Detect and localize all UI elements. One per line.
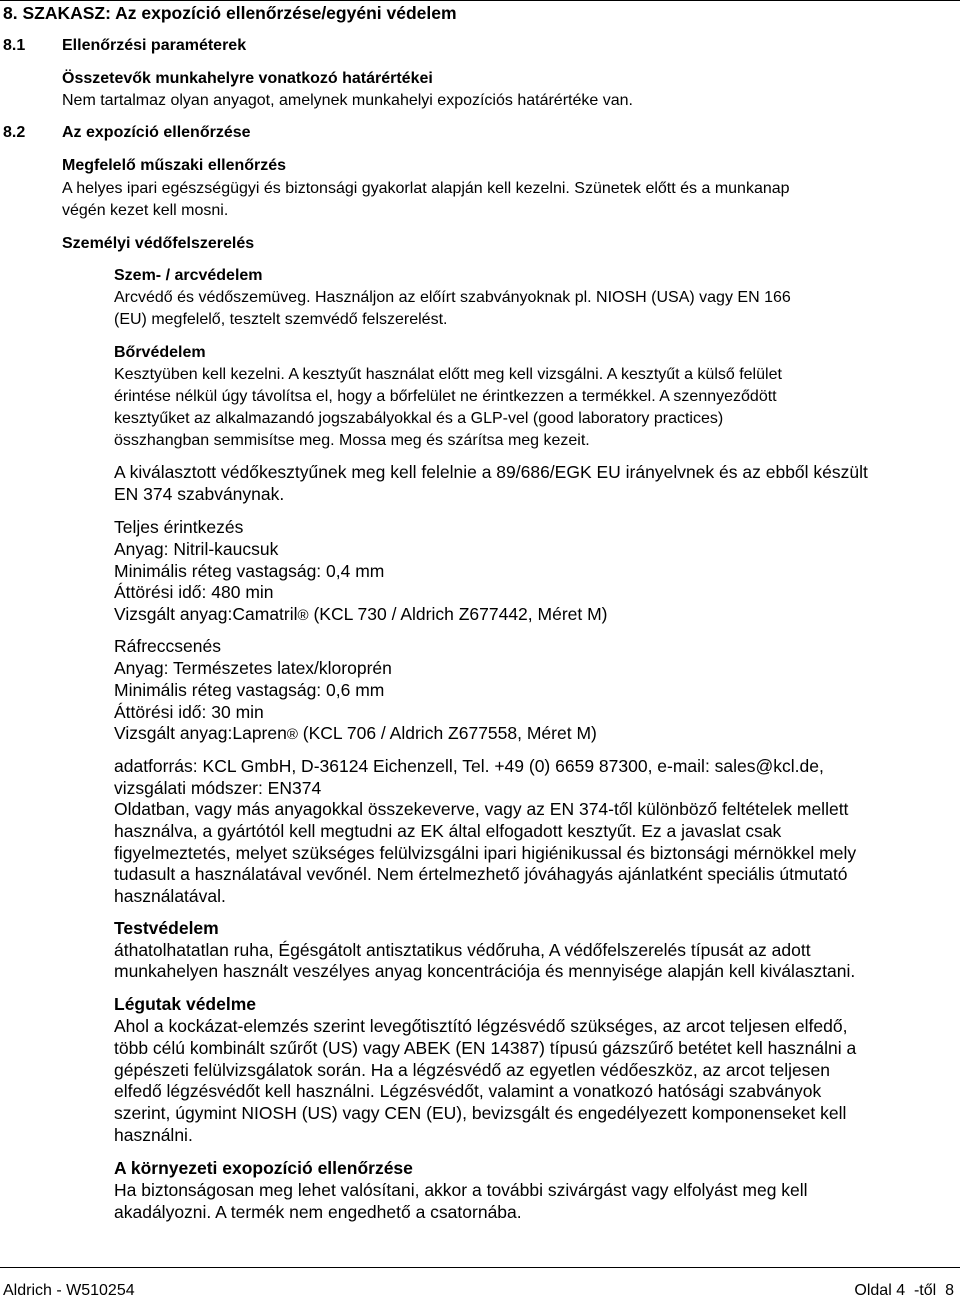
skin-protection-line: kesztyűket az alkalmazandó jogszabályokkal és a GLP-vel (good laboratory practices): [114, 410, 724, 427]
oel-subheading: Összetevők munkahelyre vonatkozó határértékei: [62, 70, 433, 87]
environmental-exposure-line: Ha biztonságosan meg lehet valósítani, akkor a további szivárgást vagy elfolyást meg kell: [114, 1180, 808, 1200]
section-title: 8. SZAKASZ: Az expozíció ellenőrzése/egyéni védelem: [3, 3, 457, 23]
respiratory-protection-line: több célú kombinált szűrőt (US) vagy ABEK (EN 14387) típusú gázszűrő betétet kell használni a: [114, 1038, 857, 1058]
full-contact-material: Anyag: Nitril-kaucsuk: [114, 539, 279, 559]
skin-protection-line: érintése nélkül úgy távolítsa el, hogy a bőrfelület ne érintkezzen a termékkel. A szennyeződött: [114, 388, 777, 405]
top-rule: [0, 0, 960, 1]
engineering-controls-line: végén kezet kell mosni.: [62, 202, 229, 219]
engineering-controls-heading: Megfelelő műszaki ellenőrzés: [62, 157, 287, 174]
eye-protection-heading: Szem- / arcvédelem: [114, 267, 263, 284]
body-protection-line: áthatolhatatlan ruha, Égésgátolt antisztatikus védőruha, A védőfelszerelés típusát az adott: [114, 940, 811, 960]
footer-product-code: Aldrich - W510254: [3, 1282, 135, 1299]
ppe-heading: Személyi védőfelszerelés: [62, 235, 255, 252]
glove-source-line: használva, a gyártótól kell megtudni az EK által elfogadott kesztyűt. Ez a javaslat csak: [114, 821, 782, 841]
footer-rule: [0, 1267, 960, 1268]
heading-8-2-number: 8.2: [3, 124, 26, 141]
full-contact-tested: [114, 606, 608, 624]
glove-standard-line: A kiválasztott védőkesztyűnek meg kell felelnie a 89/686/EGK EU irányelvnek és az ebből készült: [114, 462, 868, 482]
skin-protection-line: összhangban semmisítse meg. Mossa meg és szárítsa meg kezeit.: [114, 432, 590, 449]
heading-8-1-number: 8.1: [3, 37, 26, 54]
full-contact-tested-prefix: Vizsgált anyag:Camatril: [114, 604, 298, 624]
environmental-exposure-line: akadályozni. A termék nem engedhető a csatornába.: [114, 1202, 522, 1222]
eye-protection-line: Arcvédő és védőszemüveg. Használjon az előírt szabványoknak pl. NIOSH (USA) vagy EN 166: [114, 289, 791, 306]
respiratory-protection-line: elfedő légzésvédőt kell használni. Légzésvédőt, valamint a vonatkozó hatósági szabványok: [114, 1081, 822, 1101]
environmental-exposure-heading: A környezeti exopozíció ellenőrzése: [114, 1158, 413, 1178]
respiratory-protection-line: használni.: [114, 1125, 193, 1145]
splash-title: Ráfreccsenés: [114, 636, 221, 656]
eye-protection-line: (EU) megfelelő, tesztelt szemvédő felszerelést.: [114, 311, 448, 328]
footer-page-number: Oldal 4 -től 8: [854, 1282, 954, 1299]
glove-source-line: vizsgálati módszer: EN374: [114, 778, 322, 798]
splash-breakthrough: Áttörési idő: 30 min: [114, 702, 264, 722]
full-contact-breakthrough: Áttörési idő: 480 min: [114, 582, 274, 602]
respiratory-protection-line: gépészeti felülvizsgálatok során. Ha a légzésvédő az egyetlen védőeszköz, az arcot teljesen: [114, 1060, 830, 1080]
heading-8-2-text: Az expozíció ellenőrzése: [62, 124, 251, 141]
respiratory-protection-line: Ahol a kockázat-elemzés szerint levegőtisztító légzésvédő szükséges, az arcot teljesen elfedő,: [114, 1016, 848, 1036]
glove-source-line: adatforrás: KCL GmbH, D-36124 Eichenzell, Tel. +49 (0) 6659 87300, e-mail: sales@kcl.de,: [114, 756, 824, 776]
glove-standard-line: EN 374 szabványnak.: [114, 484, 285, 504]
full-contact-thickness: Minimális réteg vastagság: 0,4 mm: [114, 561, 385, 581]
heading-8-1-text: Ellenőrzési paraméterek: [62, 37, 247, 54]
splash-material: Anyag: Természetes latex/kloroprén: [114, 658, 392, 678]
registered-mark: ®: [286, 726, 298, 743]
skin-protection-line: Kesztyüben kell kezelni. A kesztyűt használat előtt meg kell vizsgálni. A kesztyűt a külső felület: [114, 366, 782, 383]
splash-tested-prefix: Vizsgált anyag:Lapren: [114, 723, 287, 743]
engineering-controls-line: A helyes ipari egészségügyi és biztonsági gyakorlat alapján kell kezelni. Szünetek előtt és a munkanap: [62, 180, 790, 197]
glove-source-line: tudasult a használatával vevőnél. Nem értelmezhető jóváhagyás ajánlatként speciális útmutató: [114, 864, 848, 884]
oel-text: Nem tartalmaz olyan anyagot, amelynek munkahelyi expozíciós határértéke van.: [62, 92, 633, 109]
splash-tested: [114, 725, 597, 743]
glove-source-line: használatával.: [114, 886, 226, 906]
skin-protection-heading: Bőrvédelem: [114, 344, 206, 361]
full-contact-tested-suffix: (KCL 730 / Aldrich Z677442, Méret M): [308, 604, 608, 624]
registered-mark: ®: [297, 607, 309, 624]
splash-tested-suffix: (KCL 706 / Aldrich Z677558, Méret M): [297, 723, 597, 743]
body-protection-line: munkahelyen használt veszélyes anyag koncentrációja és mennyisége alapján kell kiválasztani.: [114, 961, 856, 981]
glove-source-line: Oldatban, vagy más anyagokkal összekeverve, vagy az EN 374-től különböző feltételek mellett: [114, 799, 849, 819]
glove-source-line: figyelmeztetés, melyet szükséges felülvizsgálni ipari higiénikussal és biztonsági mérnökkel mely: [114, 843, 857, 863]
body-protection-heading: Testvédelem: [114, 918, 219, 938]
respiratory-protection-line: szerint, úgymint NIOSH (US) vagy CEN (EU), bevizsgált és engedélyezett komponenseket kell: [114, 1103, 847, 1123]
splash-thickness: Minimális réteg vastagság: 0,6 mm: [114, 680, 385, 700]
full-contact-title: Teljes érintkezés: [114, 517, 244, 537]
respiratory-protection-heading: Légutak védelme: [114, 994, 256, 1014]
